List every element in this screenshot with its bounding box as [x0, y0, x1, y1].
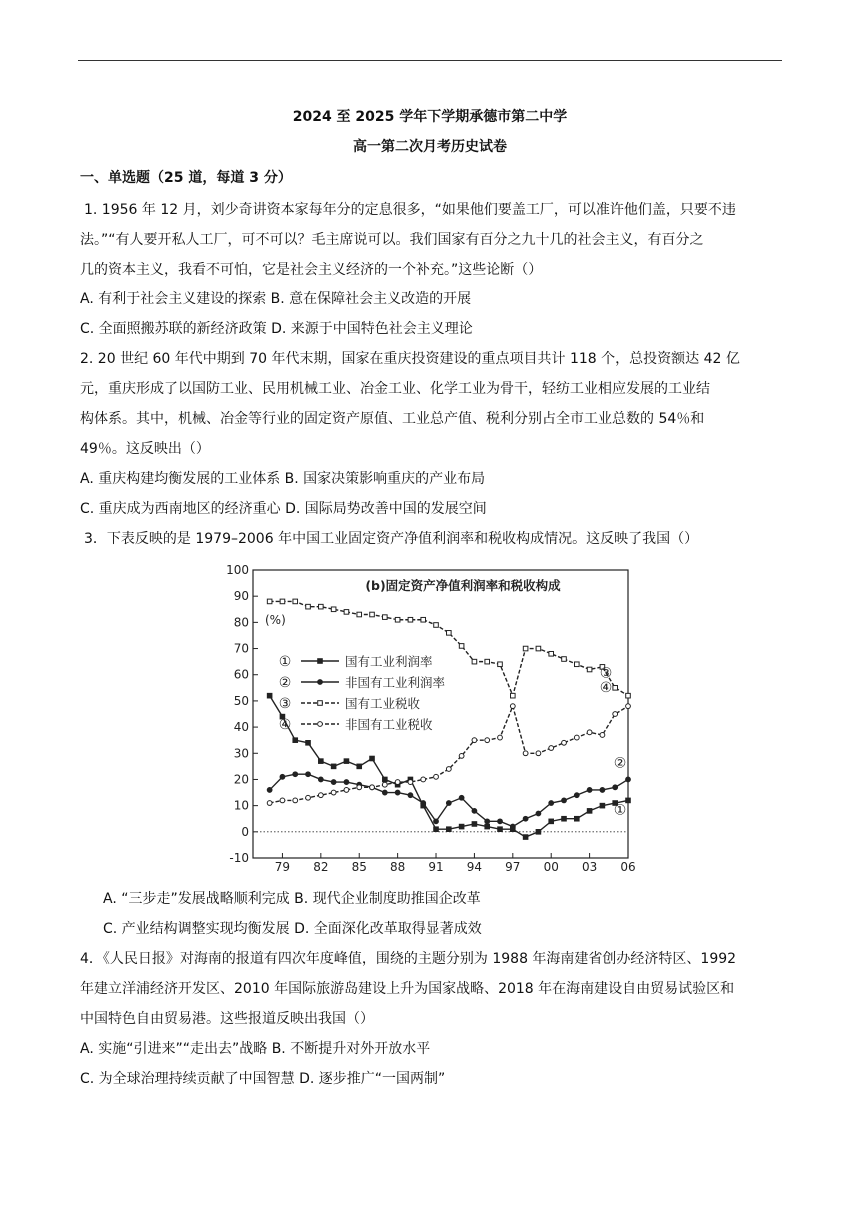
q1-stem-line-1: 1. 1956 年 12 月，刘少奇讲资本家每年分的定息很多，“如果他们要盖工厂，可以准许他们盖，只要不违 [84, 202, 736, 218]
legend-label: 国有工业利润率 [345, 654, 433, 669]
data-point [575, 662, 580, 667]
data-point [510, 824, 515, 829]
series-end-label: ③ [599, 665, 613, 682]
profit-tax-chart [223, 558, 638, 873]
exam-paper-title: 高一第二次月考历史试卷 [353, 139, 507, 155]
data-point [472, 808, 477, 813]
q1-stem-line-2: 法。”“有人要开私人工厂，可不可以？毛主席说可以。我们国家有百分之九十几的社会主义，有百分之 [80, 232, 704, 248]
data-point [434, 819, 439, 824]
series-end-label: ① [613, 802, 627, 819]
data-point [549, 746, 554, 751]
data-point [485, 819, 490, 824]
data-point [574, 793, 579, 798]
q2-stem-line-1: 2. 20 世纪 60 年代中期到 70 年代末期，国家在重庆投资建设的重点项目共计 118 个，总投资额达 42 亿 [80, 351, 740, 367]
data-point [319, 759, 324, 764]
data-point [472, 822, 477, 827]
data-point [293, 772, 298, 777]
data-point [280, 798, 285, 803]
data-point [536, 751, 541, 756]
y-tick-label: 70 [233, 641, 249, 656]
data-point [498, 735, 503, 740]
legend-number: ② [278, 675, 292, 691]
data-point [267, 693, 272, 698]
data-point [280, 774, 285, 779]
legend-number: ① [278, 654, 292, 670]
data-point [434, 623, 439, 628]
x-tick-label: 06 [620, 860, 636, 873]
data-point [267, 599, 272, 604]
x-tick-label: 79 [274, 860, 291, 873]
data-point [626, 704, 631, 709]
data-point [510, 704, 515, 709]
data-point [536, 811, 541, 816]
data-point [267, 801, 272, 806]
legend-swatch-marker [318, 701, 323, 706]
data-point [344, 780, 349, 785]
data-point [344, 788, 349, 793]
header-rule [78, 60, 782, 61]
data-point [587, 809, 592, 814]
y-tick-label: -10 [229, 851, 249, 865]
data-point [370, 756, 375, 761]
data-point [306, 741, 311, 746]
data-point [370, 612, 375, 617]
data-point [382, 790, 387, 795]
data-point [434, 827, 439, 832]
data-point [459, 824, 464, 829]
data-point [408, 617, 413, 622]
data-point [613, 785, 618, 790]
data-point [331, 764, 336, 769]
data-point [382, 782, 387, 787]
data-point [472, 738, 477, 743]
data-point [523, 816, 528, 821]
data-point [575, 816, 580, 821]
y-tick-label: 50 [233, 693, 249, 708]
data-point [587, 788, 592, 793]
data-point [357, 785, 362, 790]
data-point [421, 801, 426, 806]
data-point [293, 798, 298, 803]
data-point [383, 615, 388, 620]
legend-swatch-marker [318, 659, 323, 664]
q4-options-cd: C. 为全球治理持续贡献了中国智慧 D. 逐步推广“一国两制” [80, 1071, 446, 1087]
data-point [280, 599, 285, 604]
data-point [459, 753, 464, 758]
data-point [562, 657, 567, 662]
x-tick-label: 85 [351, 860, 367, 873]
q3-options-ab: A. “三步走”发展战略顺利完成 B. 现代企业制度助推国企改革 [103, 891, 481, 907]
data-point [626, 693, 631, 698]
data-point [536, 646, 541, 651]
exam-school-title: 2024 至 2025 学年下学期承德市第二中学 [292, 109, 568, 125]
legend-number: ③ [278, 696, 292, 712]
legend-label: 国有工业税收 [345, 696, 421, 711]
x-tick-label: 97 [505, 860, 521, 873]
chart-title: (b)固定资产净值利润率和税收构成 [365, 578, 561, 593]
data-point [318, 777, 323, 782]
data-point [523, 835, 528, 840]
y-tick-label: 30 [233, 746, 249, 761]
data-point [485, 738, 490, 743]
data-point [395, 790, 400, 795]
q2-stem-line-3: 构体系。其中，机械、冶金等行业的固定资产原值、工业总产值、税利分别占全市工业总数的 54％和 [80, 411, 705, 427]
data-point [511, 693, 516, 698]
data-point [600, 733, 605, 738]
data-point [498, 662, 503, 667]
data-point [498, 819, 503, 824]
q1-options-ab: A. 有利于社会主义建设的探索 B. 意在保障社会主义改造的开展 [80, 291, 472, 307]
data-point [600, 803, 605, 808]
q4-options-ab: A. 实施“引进来”“走出去”战略 B. 不断提升对外开放水平 [80, 1041, 431, 1057]
data-point [600, 788, 605, 793]
data-point [370, 785, 375, 790]
y-tick-label: 0 [241, 824, 249, 839]
x-tick-label: 91 [428, 860, 444, 873]
q3-options-cd: C. 产业结构调整实现均衡发展 D. 全面深化改革取得显著成效 [103, 921, 482, 937]
data-point [485, 659, 490, 664]
data-point [319, 604, 324, 609]
y-tick-label: 90 [233, 589, 249, 604]
x-tick-label: 00 [543, 860, 559, 873]
data-point [523, 751, 528, 756]
data-point [395, 617, 400, 622]
q1-stem-line-3: 几的资本主义，我看不可怕，它是社会主义经济的一个补充。”这些论断（） [80, 262, 543, 278]
data-point [447, 631, 452, 636]
y-tick-label: 60 [233, 667, 249, 682]
legend-swatch-marker [318, 680, 323, 685]
q2-stem-line-2: 元，重庆形成了以国防工业、民用机械工业、冶金工业、化学工业为骨干，轻纺工业相应发展的工业结 [80, 381, 710, 397]
data-point [613, 686, 618, 691]
y-tick-label: 100 [226, 563, 249, 577]
data-point [447, 827, 452, 832]
data-point [421, 617, 426, 622]
data-point [357, 764, 362, 769]
legend-label: 非国有工业税收 [345, 717, 433, 732]
data-point [587, 730, 592, 735]
q1-options-cd: C. 全面照搬苏联的新经济政策 D. 来源于中国特色社会主义理论 [80, 321, 473, 337]
data-point [306, 604, 311, 609]
x-tick-label: 88 [389, 860, 406, 873]
x-tick-label: 94 [466, 860, 483, 873]
data-point [459, 795, 464, 800]
data-point [306, 795, 311, 800]
x-tick-label: 03 [581, 860, 598, 873]
section-heading: 一、单选题（25 道，每道 3 分） [80, 170, 292, 186]
q2-options-ab: A. 重庆构建均衡发展的工业体系 B. 国家决策影响重庆的产业布局 [80, 471, 486, 487]
data-point [549, 651, 554, 656]
data-point [472, 659, 477, 664]
y-tick-label: 40 [233, 720, 249, 735]
x-tick-label: 82 [313, 860, 329, 873]
y-tick-label: 80 [233, 615, 249, 630]
data-point [331, 607, 336, 612]
series-line-4 [270, 706, 628, 803]
data-point [459, 644, 464, 649]
q2-options-cd: C. 重庆成为西南地区的经济重心 D. 国际局势改善中国的发展空间 [80, 501, 487, 517]
data-point [523, 646, 528, 651]
q4-stem-line-2: 年建立洋浦经济开发区、2010 年国际旅游岛建设上升为国家战略、2018 年在海南建设自由贸易试验区和 [80, 981, 735, 997]
y-tick-label: 20 [233, 772, 249, 787]
q4-stem-line-1: 4．《人民日报》对海南的报道有四次年度峰值，围绕的主题分别为 1988 年海南建省创办经济特区、1992 [80, 951, 737, 967]
data-point [434, 774, 439, 779]
data-point [408, 793, 413, 798]
data-point [498, 827, 503, 832]
q4-stem-line-3: 中国特色自由贸易港。这些报道反映出我国（） [80, 1011, 374, 1027]
data-point [562, 740, 567, 745]
data-point [318, 793, 323, 798]
data-point [562, 798, 567, 803]
data-point [421, 777, 426, 782]
data-point [331, 780, 336, 785]
data-point [613, 712, 618, 717]
data-point [344, 610, 349, 615]
data-point [357, 612, 362, 617]
chart-unit-label: (%) [265, 613, 286, 627]
data-point [574, 735, 579, 740]
data-point [446, 801, 451, 806]
data-point [344, 759, 349, 764]
data-point [383, 777, 388, 782]
q2-stem-line-4: 49％。这反映出（） [80, 441, 210, 457]
data-point [408, 780, 413, 785]
data-point [549, 801, 554, 806]
data-point [293, 738, 298, 743]
data-point [549, 819, 554, 824]
q3-stem-line-1: 3．下表反映的是 1979–2006 年中国工业固定资产净值利润率和税收构成情况。这反映了我国（） [84, 531, 699, 547]
data-point [267, 788, 272, 793]
chart-svg [223, 558, 638, 873]
data-point [331, 790, 336, 795]
series-end-label: ④ [599, 680, 613, 697]
data-point [626, 798, 631, 803]
legend-label: 非国有工业利润率 [345, 675, 446, 690]
data-point [562, 816, 567, 821]
data-point [293, 599, 298, 604]
legend-number: ④ [278, 717, 292, 733]
series-end-label: ② [613, 755, 627, 772]
data-point [587, 667, 592, 672]
data-point [485, 824, 490, 829]
data-point [446, 767, 451, 772]
data-point [626, 777, 631, 782]
y-tick-label: 10 [233, 798, 249, 813]
legend-swatch-marker [318, 722, 323, 727]
data-point [536, 830, 541, 835]
data-point [306, 772, 311, 777]
data-point [395, 780, 400, 785]
